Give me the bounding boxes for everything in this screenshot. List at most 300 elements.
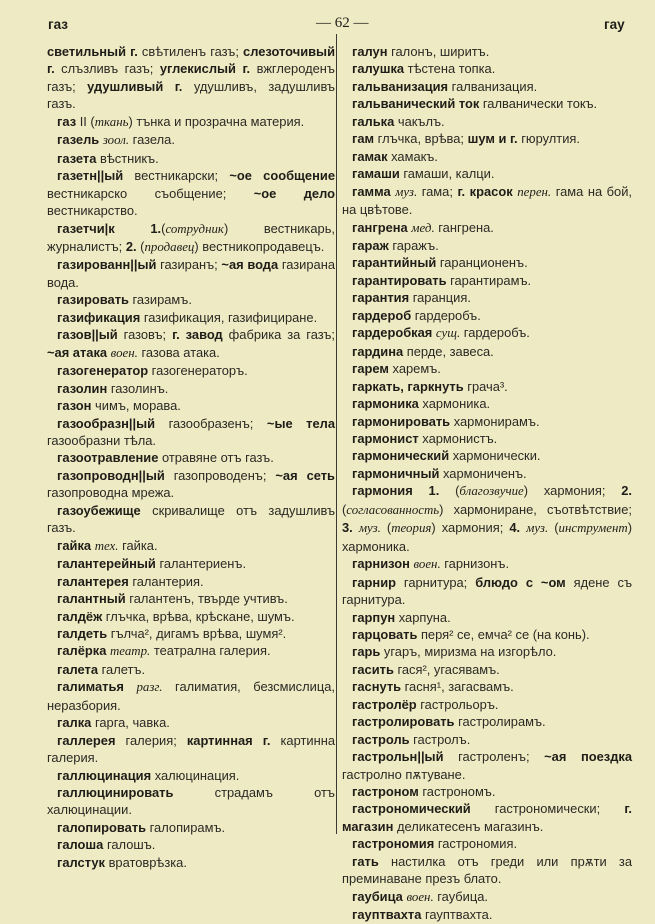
headword: галантерея	[57, 573, 129, 589]
definition-text: фабрика за газъ;	[222, 327, 335, 343]
definition-text: (	[342, 501, 347, 517]
headword: гамма	[352, 183, 391, 199]
headword: гараж	[352, 237, 389, 253]
definition-text: газела.	[129, 132, 175, 148]
headword: гарпун	[352, 609, 396, 625]
definition-text: гастролирамъ.	[454, 714, 546, 730]
definition-text: грача³.	[463, 378, 508, 394]
headword: 2.	[125, 238, 137, 254]
dictionary-entry	[342, 237, 632, 254]
definition-text	[413, 483, 429, 498]
headword: газетчи|к	[57, 220, 115, 236]
usage-label: воен.	[413, 557, 441, 572]
dictionary-entry	[342, 307, 632, 324]
usage-label: муз.	[526, 521, 549, 536]
headword: г. завод	[172, 327, 223, 343]
dictionary-entry	[342, 343, 632, 360]
headword: галопировать	[57, 819, 147, 835]
definition-text: гаранционенъ.	[436, 255, 528, 271]
headword: газированн||ый	[57, 257, 157, 273]
definition-text: гарга, чавка.	[91, 715, 170, 731]
dictionary-entry	[342, 272, 632, 289]
headword: гардина	[352, 343, 404, 359]
headword: газолин	[57, 380, 108, 396]
definition-text: гастрольоръ.	[416, 696, 499, 712]
definition-text: отравяне отъ газъ.	[158, 450, 274, 466]
definition-text: хармонически.	[449, 448, 541, 464]
definition-text: хармоника.	[418, 396, 491, 412]
headword: ~ая поездка	[544, 749, 632, 765]
definition-text: ) хармония;	[523, 483, 622, 499]
dictionary-entry	[342, 853, 632, 888]
headword: газетн||ый	[57, 168, 124, 184]
dictionary-entry	[47, 397, 335, 414]
dictionary-entry	[47, 291, 335, 308]
definition-text: (	[161, 220, 166, 236]
headword: слезоточивый г.	[47, 44, 335, 77]
definition-text: гастрономъ.	[418, 784, 496, 800]
definition-text: галантенъ, твърде учтивъ.	[125, 591, 288, 607]
definition-text: театрална галерия.	[150, 643, 271, 659]
running-head-left: газ	[48, 17, 69, 32]
usage-label: ткань	[94, 114, 129, 129]
headword: газопроводн||ый	[57, 467, 165, 483]
headword: гармонический	[352, 448, 450, 464]
dictionary-entry	[342, 835, 632, 852]
definition-text: гастролъ.	[409, 731, 471, 747]
definition-text: хамакъ.	[387, 148, 438, 164]
headword: галун	[352, 44, 388, 59]
headword: ~ое сообщение	[229, 168, 335, 184]
headword: 4.	[509, 520, 521, 536]
definition-text: газолинъ.	[107, 380, 169, 396]
headword: гамак	[352, 148, 388, 164]
headword: углекислый г.	[159, 61, 251, 77]
definition-text: чакълъ.	[394, 113, 445, 129]
headword: блюдо с ~ом	[475, 574, 566, 590]
definition-text: настилка отъ греди или прѫти за преминаване презъ блато.	[342, 853, 632, 887]
definition-text: гаражъ.	[388, 237, 439, 253]
headword: гаснуть	[352, 679, 402, 695]
headword: гамаши	[352, 166, 400, 182]
dictionary-entry	[342, 165, 632, 182]
definition-text: халюцинация.	[151, 767, 240, 783]
dictionary-entry	[342, 465, 632, 482]
headword: газель	[57, 132, 100, 148]
dictionary-entry	[342, 609, 632, 626]
definition-text: гауптвахта.	[421, 907, 493, 923]
usage-label: муз.	[358, 521, 381, 536]
definition-text: хармонистъ.	[418, 430, 498, 446]
usage-label: продавец	[144, 239, 195, 254]
headword: гангрена	[352, 219, 408, 235]
dictionary-entry	[342, 95, 632, 112]
definition-text: галошъ.	[103, 837, 156, 853]
headword: газ	[57, 113, 77, 129]
dictionary-entry	[47, 220, 335, 257]
headword: гастроном	[352, 784, 419, 800]
usage-label: теория	[391, 521, 432, 536]
definition-text: гастрономически;	[470, 801, 625, 817]
dictionary-entry	[342, 113, 632, 130]
headword: гасить	[352, 661, 394, 677]
dictionary-entry	[47, 661, 335, 678]
headword: ~ое дело	[253, 185, 335, 201]
definition-text: гася², угасявамъ.	[393, 661, 500, 677]
dictionary-entry	[342, 43, 632, 60]
headword: газон	[57, 398, 92, 414]
headword: гастрольн||ый	[352, 749, 444, 765]
headword: гарантия	[352, 290, 410, 306]
headword: гарантировать	[352, 272, 447, 288]
headword: галёрка	[57, 643, 107, 659]
headword: гармонист	[352, 430, 419, 446]
definition-text: вестникарско съобщение;	[47, 185, 254, 201]
definition-text: вестникарски;	[123, 168, 230, 184]
definition-text: галерия;	[115, 732, 187, 748]
definition-text: гасня¹, загасвамъ.	[401, 679, 514, 695]
dictionary-entry	[342, 696, 632, 713]
dictionary-entry	[342, 219, 632, 237]
headword: гарь	[352, 644, 381, 660]
usage-label: мед.	[411, 220, 435, 235]
headword: гальванизация	[352, 78, 449, 94]
dictionary-entry	[47, 502, 335, 537]
dictionary-entry	[47, 43, 335, 113]
headword: галка	[57, 715, 92, 731]
left-column	[47, 43, 335, 871]
headword: гармоника	[352, 396, 419, 412]
dictionary-entry	[47, 836, 335, 853]
definition-text: картинна галерия.	[47, 732, 335, 766]
definition-text: гастролно пѫтуване.	[342, 766, 466, 782]
definition-text: глъчка, врѣва;	[374, 131, 468, 147]
definition-text: гюрултия.	[517, 131, 580, 147]
dictionary-entry	[47, 380, 335, 397]
definition-text: гарнитура;	[396, 574, 476, 590]
definition-text: газообразенъ;	[155, 415, 267, 431]
dictionary-entry	[342, 678, 632, 695]
definition-text: хармониченъ.	[439, 465, 527, 481]
dictionary-entry	[47, 415, 335, 450]
definition-text: галантериенъ.	[155, 556, 247, 572]
headword: галиматья	[57, 679, 124, 695]
headword: галлерея	[57, 732, 116, 748]
usage-label: инструмент	[558, 521, 628, 536]
dictionary-entry	[47, 537, 335, 555]
definition-text: тѣстена топка.	[404, 61, 496, 77]
definition-text: чимъ, морава.	[91, 398, 181, 414]
dictionary-entry	[342, 413, 632, 430]
headword: 2.	[621, 483, 632, 499]
headword: светильный г.	[47, 44, 138, 59]
dictionary-entry	[342, 906, 632, 923]
dictionary-entry	[47, 113, 335, 131]
dictionary-entry	[342, 430, 632, 447]
definition-text: ) вестникарь, журналистъ;	[47, 220, 335, 254]
right-column	[342, 43, 632, 924]
definition-text: галиматия, безсмислица, неразбория.	[47, 679, 335, 713]
usage-label: сущ.	[435, 326, 461, 341]
headword: галлюцинация	[57, 767, 152, 783]
headword: галоша	[57, 837, 104, 853]
headword: газогенератор	[57, 363, 149, 379]
definition-text: ) хармония;	[431, 520, 510, 536]
headword: 1.	[150, 220, 162, 236]
definition-text	[115, 221, 151, 236]
definition-text: галопирамъ.	[146, 819, 226, 835]
headword: гарантийный	[352, 255, 437, 271]
headword: гастролировать	[352, 714, 455, 730]
definition-text: (	[439, 483, 460, 499]
headword: галька	[352, 113, 395, 129]
headword: гарнир	[352, 574, 396, 590]
definition-text: гастрономия.	[434, 836, 518, 852]
definition-text: газирамъ.	[128, 292, 192, 308]
headword: галлюцинировать	[57, 785, 174, 801]
dictionary-entry	[47, 573, 335, 590]
headword: гастролёр	[352, 696, 417, 712]
definition-text: гама на бой, на цвѣтове.	[342, 183, 632, 218]
headword: газов||ый	[57, 327, 118, 343]
definition-text: (	[548, 520, 559, 536]
definition-text: удушливъ, задушливъ газъ.	[47, 78, 335, 112]
dictionary-entry	[342, 783, 632, 800]
dictionary-entry	[47, 555, 335, 572]
definition-text: газогенераторъ.	[148, 363, 248, 379]
dictionary-entry	[47, 167, 335, 219]
definition-text: газирана вода.	[47, 257, 335, 290]
dictionary-entry	[342, 130, 632, 147]
dictionary-entry	[47, 819, 335, 836]
dictionary-entry	[342, 731, 632, 748]
usage-label: сотрудник	[165, 221, 224, 236]
definition-text: свѣтиленъ газъ;	[137, 44, 244, 59]
headword: галстук	[57, 854, 105, 870]
headword: газификация	[57, 309, 141, 325]
definition-text: II (	[76, 113, 95, 129]
definition-text: страдамъ отъ халюцинации.	[47, 785, 335, 818]
dictionary-entry	[342, 574, 632, 609]
definition-text: газиранъ;	[156, 257, 222, 273]
definition-text	[124, 679, 137, 694]
dictionary-entry	[342, 626, 632, 643]
definition-text: гамаши, калци.	[399, 166, 495, 182]
headword: галантный	[57, 591, 126, 607]
dictionary-entry	[47, 449, 335, 466]
definition-text: гардеробъ.	[411, 307, 481, 323]
dictionary-entry	[47, 150, 335, 167]
column-divider	[336, 34, 337, 834]
headword: гарнизон	[352, 556, 410, 572]
headword: г. магазин	[342, 801, 632, 834]
definition-text: газовъ;	[117, 327, 173, 343]
headword: гармоничный	[352, 465, 440, 481]
headword: галдёж	[57, 608, 103, 624]
dictionary-entry	[47, 362, 335, 379]
usage-label: воен.	[406, 889, 434, 904]
page-number: — 62 —	[316, 15, 369, 31]
definition-text: галонъ, ширитъ.	[387, 44, 490, 59]
definition-text: газообразни тѣла.	[47, 432, 157, 448]
dictionary-entry	[342, 395, 632, 412]
headword: галета	[57, 661, 99, 677]
definition-text: перя² се, емча² се (на конь).	[417, 626, 590, 642]
dictionary-entry	[342, 643, 632, 660]
definition-text: гама;	[417, 183, 458, 199]
dictionary-entry	[342, 254, 632, 271]
dictionary-entry	[342, 360, 632, 377]
definition-text: ) хармоника.	[342, 520, 633, 554]
definition-text: харемъ.	[388, 361, 441, 377]
headword: гастроль	[352, 731, 410, 747]
definition-text: гарнизонъ.	[440, 556, 510, 572]
usage-label: благозвучие	[459, 484, 524, 499]
headword: гардероб	[352, 307, 412, 323]
definition-text: хармонирамъ.	[450, 413, 540, 429]
dictionary-entry	[342, 661, 632, 678]
headword: газообразн||ый	[57, 415, 156, 431]
dictionary-entry	[342, 555, 632, 573]
definition-text: ) тънка и прозрачна материя.	[128, 113, 305, 129]
definition-text: ядене съ гарнитура.	[342, 574, 633, 608]
definition-text: вѣстникъ.	[96, 150, 159, 166]
headword: газировать	[57, 292, 129, 308]
headword: картинная г.	[186, 732, 271, 748]
dictionary-entry	[47, 784, 335, 819]
usage-label: муз.	[395, 184, 418, 199]
definition-text: (	[136, 238, 145, 254]
definition-text: слъзливъ газъ;	[54, 61, 160, 77]
dictionary-entry	[342, 378, 632, 395]
headword: гауптвахта	[352, 907, 422, 923]
definition-text: галванически токъ.	[479, 96, 598, 112]
running-head-right: гау	[604, 17, 625, 32]
headword: гам	[352, 131, 375, 147]
definition-text: газова атака.	[137, 344, 220, 360]
definition-text: гайка.	[118, 537, 158, 553]
dictionary-entry	[47, 131, 335, 149]
usage-label: согласованность	[346, 502, 440, 517]
definition-text: газификация, газифициране.	[140, 309, 318, 325]
headword: гайка	[57, 537, 92, 553]
dictionary-entry	[47, 467, 335, 502]
definition-text: гарантирамъ.	[446, 272, 532, 288]
dictionary-entry	[342, 888, 632, 906]
definition-text: вестникарство.	[47, 203, 138, 219]
dictionary-entry	[342, 447, 632, 464]
dictionary-entry	[47, 732, 335, 767]
definition-text: харпуна.	[395, 609, 451, 625]
usage-label: зоол.	[102, 133, 130, 148]
headword: гардеробкая	[352, 325, 433, 341]
usage-label: театр.	[110, 644, 151, 659]
headword: газоотравление	[57, 450, 159, 466]
headword: 3.	[342, 520, 353, 536]
dictionary-entry	[342, 482, 632, 555]
definition-text: гастроленъ;	[443, 749, 545, 765]
dictionary-entry	[47, 642, 335, 660]
dictionary-entry	[47, 256, 335, 291]
dictionary-entry	[47, 678, 335, 714]
dictionary-entry	[342, 324, 632, 342]
definition-text: скривалище отъ задушливъ газъ.	[47, 502, 335, 536]
dictionary-entry	[47, 326, 335, 362]
headword: галушка	[352, 61, 405, 77]
dictionary-entry	[342, 748, 632, 783]
dictionary-entry	[47, 767, 335, 784]
headword: гаркать, гаркнуть	[352, 378, 464, 394]
definition-text: газопроводенъ;	[164, 467, 276, 483]
dictionary-entry	[47, 854, 335, 871]
dictionary-entry	[342, 78, 632, 95]
headword: гальванический ток	[352, 96, 480, 112]
usage-label: перен.	[517, 184, 552, 199]
dictionary-entry	[47, 625, 335, 642]
dictionary-entry	[342, 183, 632, 219]
headword: ~ая атака	[47, 344, 108, 360]
definition-text: галетъ.	[98, 661, 146, 677]
usage-label: воен.	[110, 345, 138, 360]
headword: газета	[57, 150, 97, 166]
definition-text: ) хармониране, съотвѣтствие;	[439, 501, 632, 517]
definition-text: гангрена.	[434, 219, 494, 235]
definition-text: гардеробъ.	[460, 325, 530, 341]
headword: ~ые тела	[266, 415, 335, 431]
headword: галдеть	[57, 625, 108, 641]
dictionary-entry	[342, 148, 632, 165]
headword: гарем	[352, 361, 389, 377]
headword: гармония	[352, 483, 413, 499]
usage-label: тех.	[94, 538, 119, 553]
headword: ~ая сеть	[275, 467, 335, 483]
dictionary-entry	[47, 608, 335, 625]
headword: гарцовать	[352, 626, 418, 642]
definition-text: галантерия.	[128, 573, 204, 589]
headword: галантерейный	[57, 556, 156, 572]
definition-text: гаубица.	[433, 888, 489, 904]
definition-text: вратоврѣзка.	[104, 854, 187, 870]
headword: удушливый г.	[87, 78, 183, 94]
dictionary-entry	[342, 289, 632, 306]
headword: гастрономический	[352, 801, 471, 817]
definition-text: газопроводна мрежа.	[47, 485, 175, 501]
definition-text: галванизация.	[448, 78, 538, 94]
dictionary-entry	[342, 60, 632, 77]
definition-text: гаранция.	[409, 290, 471, 306]
definition-text: глъчка, врѣва, крѣскане, шумъ.	[102, 608, 295, 624]
headword: гать	[352, 853, 379, 869]
headword: гармонировать	[352, 413, 451, 429]
headword: газоубежище	[57, 502, 141, 518]
usage-label: разг.	[136, 680, 163, 695]
headword: 1.	[428, 483, 440, 499]
definition-text: (	[380, 520, 392, 536]
dictionary-entry	[342, 800, 632, 835]
headword: г. красок	[457, 183, 513, 199]
headword: гаубица	[352, 888, 403, 904]
headword: гастрономия	[352, 836, 435, 852]
dictionary-entry	[47, 590, 335, 607]
dictionary-entry	[342, 713, 632, 730]
definition-text: деликатесенъ магазинъ.	[393, 818, 544, 834]
definition-text: вжглероденъ газъ;	[47, 61, 335, 94]
dictionary-entry	[47, 309, 335, 326]
definition-text: угаръ, миризма на изгорѣло.	[380, 644, 557, 660]
dictionary-entry	[47, 714, 335, 731]
definition-text: перде, завеса.	[403, 343, 494, 359]
headword: ~ая вода	[221, 257, 279, 273]
